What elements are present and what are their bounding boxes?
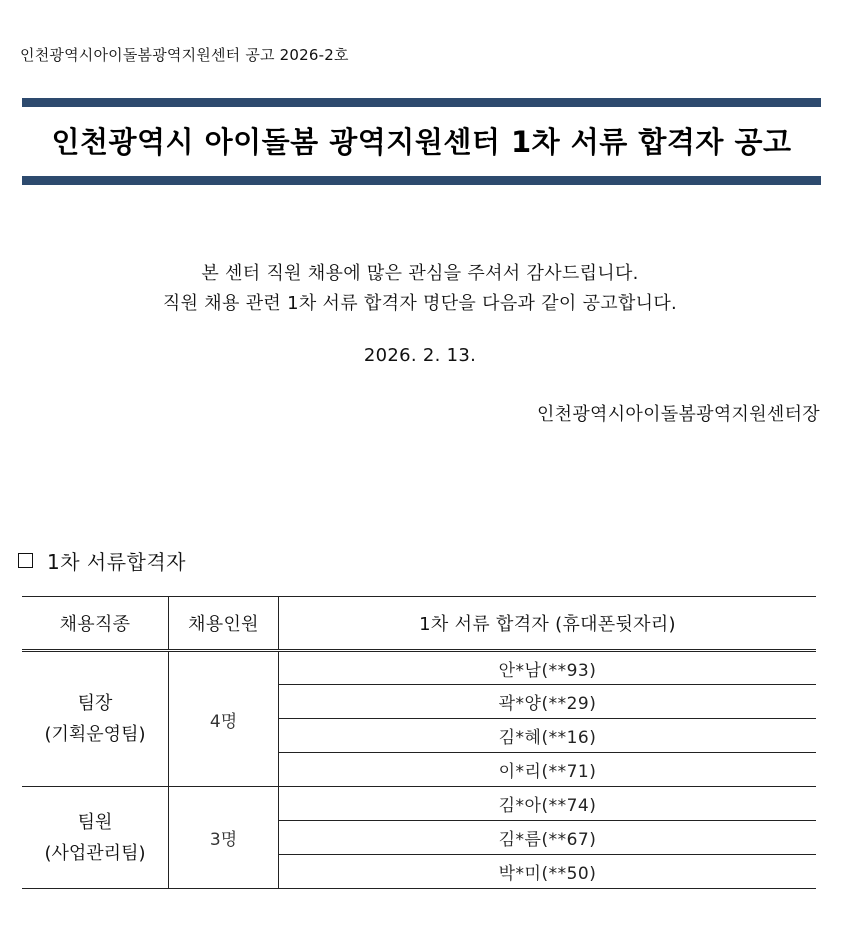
- applicant-cell: 곽*양(**29): [279, 685, 817, 719]
- title-bar-top: [22, 98, 821, 107]
- applicant-cell: 이*리(**71): [279, 753, 817, 787]
- section-heading: [18, 546, 186, 575]
- checkbox-icon: [18, 553, 33, 568]
- job-team: (기획운영팀): [44, 724, 146, 745]
- document-number: 인천광역시아이돌봄광역지원센터 공고 2026-2호: [20, 46, 349, 64]
- header-count: 채용인원: [169, 597, 279, 651]
- greeting-text: 본 센터 직원 채용에 많은 관심을 주셔서 감사드립니다.: [201, 263, 639, 284]
- document-title: 인천광역시 아이돌봄 광역지원센터 1차 서류 합격자 공고: [51, 125, 792, 159]
- job-team: (사업관리팀): [44, 842, 146, 864]
- table-header-row: [22, 597, 816, 651]
- header-names: 1차 서류 합격자 (휴대폰뒷자리): [279, 597, 817, 651]
- applicant-cell: 안*남(**93): [279, 651, 817, 685]
- job-cell: [22, 651, 169, 787]
- header-job: 채용직종: [22, 597, 169, 651]
- table-row: [22, 651, 816, 685]
- notice-text: 직원 채용 관련 1차 서류 합격자 명단을 다음과 같이 공고합니다.: [162, 293, 678, 314]
- job-cell: [22, 787, 169, 889]
- count-cell: 4명: [169, 651, 279, 787]
- title-bar-bottom: [22, 176, 821, 185]
- job-title: 팀장: [77, 693, 113, 714]
- section-heading-label: 1차 서류합격자: [47, 550, 187, 574]
- result-table: [22, 596, 816, 889]
- applicant-cell: 김*혜(**16): [279, 719, 817, 753]
- job-title: 팀원: [77, 811, 113, 833]
- announcement-date: 2026. 2. 13.: [363, 345, 477, 366]
- applicant-cell: 박*미(**50): [279, 855, 817, 889]
- signature: 인천광역시아이돌봄광역지원센터장: [536, 404, 820, 425]
- count-cell: 3명: [169, 787, 279, 889]
- applicant-cell: 김*름(**67): [279, 821, 817, 855]
- applicant-cell: 김*아(**74): [279, 787, 817, 821]
- table-row: [22, 787, 816, 821]
